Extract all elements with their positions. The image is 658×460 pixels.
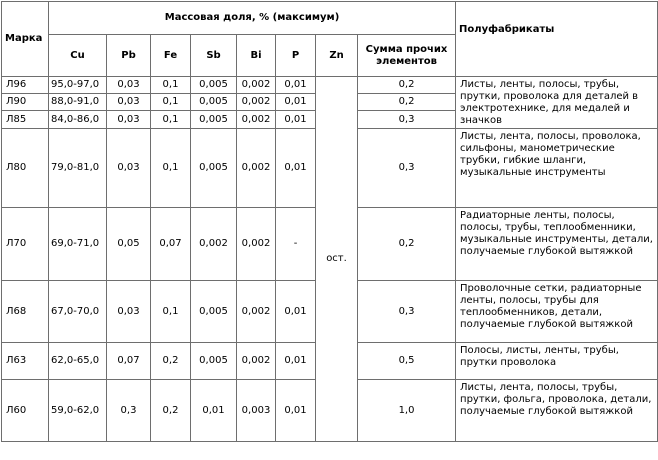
bi-cell: 0,003 bbox=[237, 380, 276, 442]
bi-cell: 0,002 bbox=[237, 111, 276, 129]
p-cell: 0,01 bbox=[276, 343, 316, 380]
others-cell: 0,2 bbox=[358, 77, 456, 94]
pb-cell: 0,3 bbox=[107, 380, 151, 442]
bi-cell: 0,002 bbox=[237, 208, 276, 281]
pb-cell: 0,03 bbox=[107, 111, 151, 129]
products-cell: Полосы, листы, ленты, трубы, прутки проволока bbox=[456, 343, 658, 380]
others-cell: 0,3 bbox=[358, 111, 456, 129]
bi-cell: 0,002 bbox=[237, 281, 276, 343]
cu-cell: 88,0-91,0 bbox=[49, 94, 107, 111]
bi-cell: 0,002 bbox=[237, 343, 276, 380]
header-mass-fraction: Массовая доля, % (максимум) bbox=[49, 2, 456, 35]
products-cell: Проволочные сетки, радиаторные ленты, полосы, трубы для теплообменников, детали, получаемые глубокой вытяжкой bbox=[456, 281, 658, 343]
pb-cell: 0,03 bbox=[107, 77, 151, 94]
products-cell: Радиаторные ленты, полосы, полосы, трубы, теплообменники, музыкальные инструменты, детали, получаемые глубокой вытяжкой bbox=[456, 208, 658, 281]
pb-cell: 0,03 bbox=[107, 94, 151, 111]
cu-cell: 59,0-62,0 bbox=[49, 380, 107, 442]
pb-cell: 0,03 bbox=[107, 281, 151, 343]
others-cell: 0,3 bbox=[358, 129, 456, 208]
header-sb: Sb bbox=[191, 35, 237, 77]
grade-cell: Л96 bbox=[2, 77, 49, 94]
header-p: P bbox=[276, 35, 316, 77]
zn-cell: ост. bbox=[316, 77, 358, 442]
p-cell: 0,01 bbox=[276, 77, 316, 94]
pb-cell: 0,03 bbox=[107, 129, 151, 208]
grade-cell: Л80 bbox=[2, 129, 49, 208]
fe-cell: 0,1 bbox=[151, 77, 191, 94]
cu-cell: 69,0-71,0 bbox=[49, 208, 107, 281]
header-bi: Bi bbox=[237, 35, 276, 77]
header-grade: Марка bbox=[2, 2, 49, 77]
header-products: Полуфабрикаты bbox=[456, 2, 658, 77]
p-cell: 0,01 bbox=[276, 111, 316, 129]
grade-cell: Л85 bbox=[2, 111, 49, 129]
grade-cell: Л60 bbox=[2, 380, 49, 442]
cu-cell: 67,0-70,0 bbox=[49, 281, 107, 343]
header-pb: Pb bbox=[107, 35, 151, 77]
sb-cell: 0,005 bbox=[191, 111, 237, 129]
grade-cell: Л63 bbox=[2, 343, 49, 380]
cu-cell: 79,0-81,0 bbox=[49, 129, 107, 208]
header-cu: Cu bbox=[49, 35, 107, 77]
bi-cell: 0,002 bbox=[237, 129, 276, 208]
others-cell: 0,3 bbox=[358, 281, 456, 343]
fe-cell: 0,2 bbox=[151, 380, 191, 442]
brass-grades-table bbox=[1, 1, 658, 442]
sb-cell: 0,005 bbox=[191, 94, 237, 111]
bi-cell: 0,002 bbox=[237, 94, 276, 111]
grade-cell: Л70 bbox=[2, 208, 49, 281]
products-cell: Листы, лента, полосы, проволока, сильфоны, манометрические трубки, гибкие шланги, музыкальные инструменты bbox=[456, 129, 658, 208]
sb-cell: 0,005 bbox=[191, 343, 237, 380]
sb-cell: 0,005 bbox=[191, 281, 237, 343]
header-others: Сумма прочих элементов bbox=[358, 35, 456, 77]
others-cell: 1,0 bbox=[358, 380, 456, 442]
products-cell: Листы, ленты, полосы, трубы, прутки, проволока для деталей в электротехнике, для медалей и значков bbox=[456, 77, 658, 129]
p-cell: 0,01 bbox=[276, 94, 316, 111]
fe-cell: 0,2 bbox=[151, 343, 191, 380]
pb-cell: 0,05 bbox=[107, 208, 151, 281]
cu-cell: 95,0-97,0 bbox=[49, 77, 107, 94]
fe-cell: 0,07 bbox=[151, 208, 191, 281]
products-cell: Листы, лента, полосы, трубы, прутки, фольга, проволока, детали, получаемые глубокой вытяжкой bbox=[456, 380, 658, 442]
header-fe: Fe bbox=[151, 35, 191, 77]
sb-cell: 0,002 bbox=[191, 208, 237, 281]
cu-cell: 62,0-65,0 bbox=[49, 343, 107, 380]
header-row-top bbox=[2, 2, 658, 35]
grade-cell: Л68 bbox=[2, 281, 49, 343]
sb-cell: 0,005 bbox=[191, 129, 237, 208]
fe-cell: 0,1 bbox=[151, 94, 191, 111]
others-cell: 0,5 bbox=[358, 343, 456, 380]
sb-cell: 0,01 bbox=[191, 380, 237, 442]
fe-cell: 0,1 bbox=[151, 281, 191, 343]
cu-cell: 84,0-86,0 bbox=[49, 111, 107, 129]
table-row bbox=[2, 77, 658, 94]
p-cell: 0,01 bbox=[276, 129, 316, 208]
header-zn: Zn bbox=[316, 35, 358, 77]
bi-cell: 0,002 bbox=[237, 77, 276, 94]
others-cell: 0,2 bbox=[358, 94, 456, 111]
p-cell: 0,01 bbox=[276, 281, 316, 343]
pb-cell: 0,07 bbox=[107, 343, 151, 380]
fe-cell: 0,1 bbox=[151, 129, 191, 208]
fe-cell: 0,1 bbox=[151, 111, 191, 129]
others-cell: 0,2 bbox=[358, 208, 456, 281]
sb-cell: 0,005 bbox=[191, 77, 237, 94]
p-cell: 0,01 bbox=[276, 380, 316, 442]
grade-cell: Л90 bbox=[2, 94, 49, 111]
p-cell: - bbox=[276, 208, 316, 281]
